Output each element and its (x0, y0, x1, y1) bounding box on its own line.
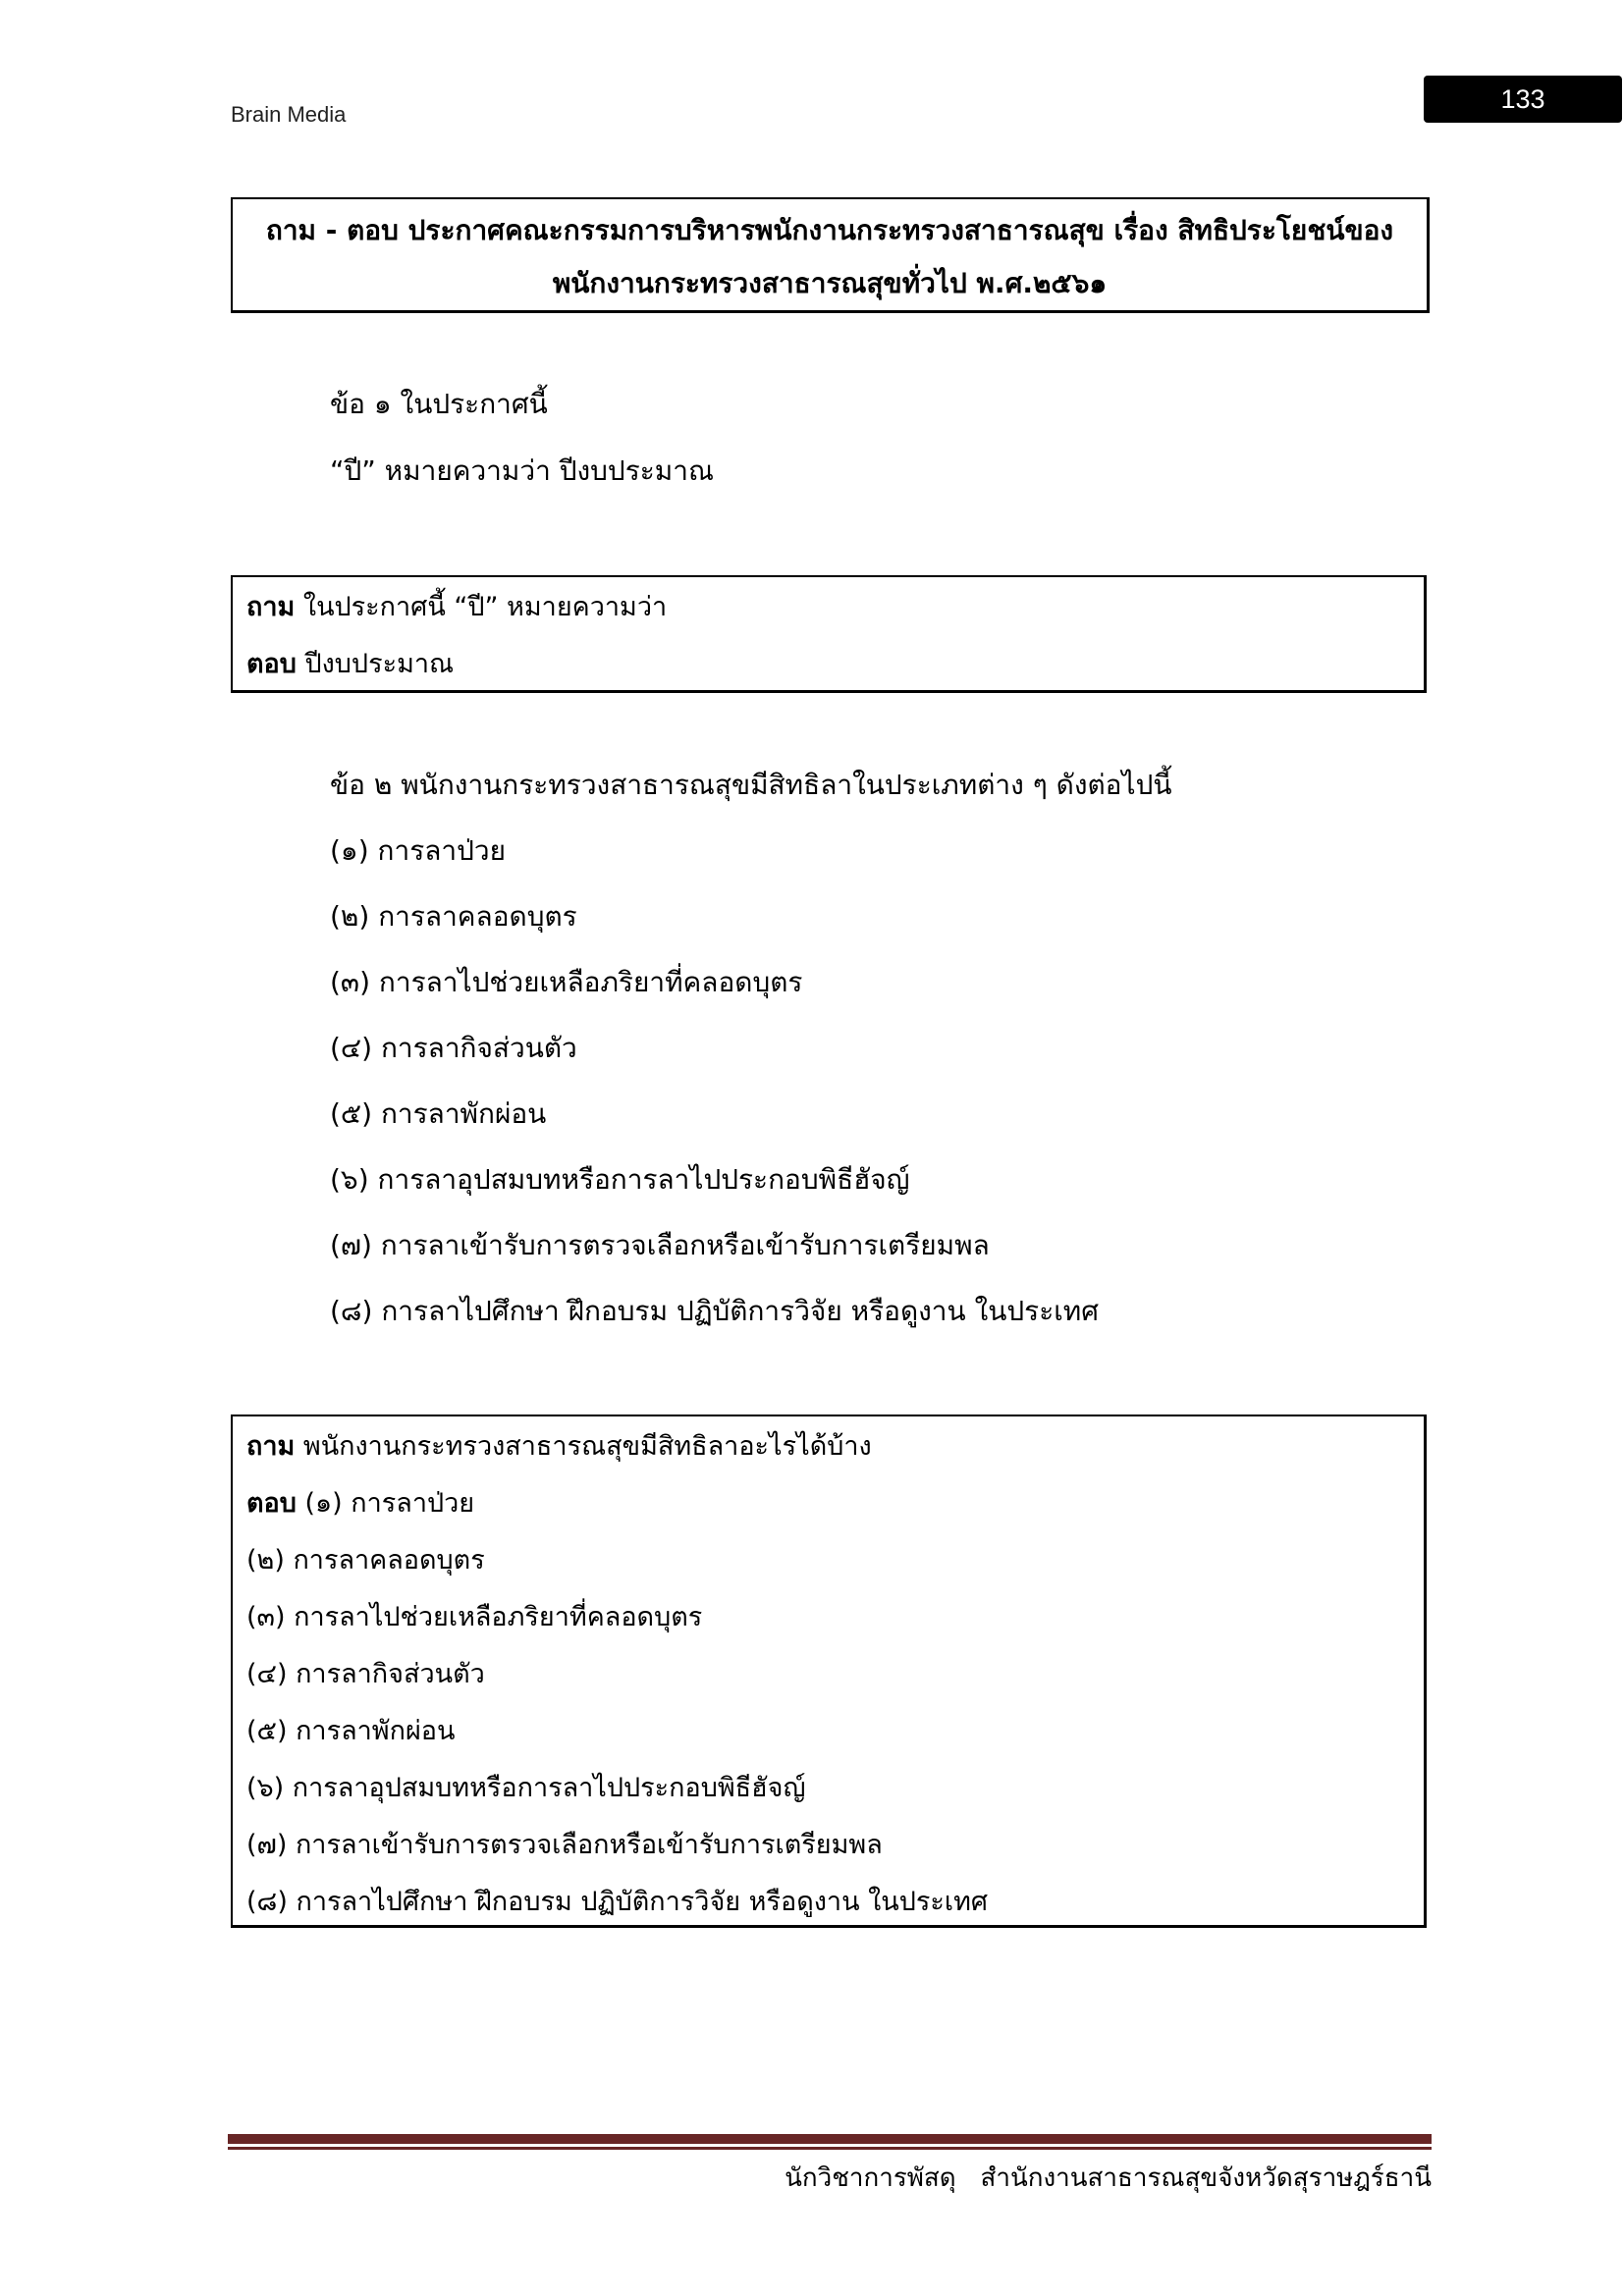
answer-label: ตอบ (246, 649, 297, 679)
list-item: (๒) การลาคลอดบุตร (330, 900, 577, 933)
answer-text: ปีงบประมาณ (296, 649, 455, 679)
question-label: ถาม (246, 1431, 296, 1462)
qa-box-1 (231, 575, 1427, 693)
answer-item: (๗) การลาเข้ารับการตรวจเลือกหรือเข้ารับการเตรียมพล (246, 1830, 883, 1860)
question-line (246, 1424, 872, 1467)
answer-item: (๕) การลาพักผ่อน (246, 1716, 456, 1746)
answer-line (246, 642, 454, 684)
answer-line (246, 1481, 474, 1523)
list-item: (๓) การลาไปช่วยเหลือภริยาที่คลอดบุตร (330, 966, 803, 998)
footer-rule-thin (228, 2147, 1432, 2150)
list-item: (๗) การลาเข้ารับการตรวจเลือกหรือเข้ารับการเตรียมพล (330, 1229, 990, 1261)
clause-2: ข้อ ๒ พนักงานกระทรวงสาธารณสุขมีสิทธิลาในประเภทต่าง ๆ ดังต่อไปนี้ (330, 769, 1172, 801)
page-number: 133 (1424, 76, 1622, 123)
title-line-2: พนักงานกระทรวงสาธารณสุขทั่วไป พ.ศ.๒๕๖๑ (552, 267, 1108, 299)
answer-item: (๖) การลาอุปสมบทหรือการลาไปประกอบพิธีฮัจญ์ (246, 1773, 806, 1803)
list-item: (๑) การลาป่วย (330, 834, 507, 867)
answer-item: (๒) การลาคลอดบุตร (246, 1545, 485, 1575)
list-item: (๕) การลาพักผ่อน (330, 1097, 547, 1130)
title-line-1: ถาม - ตอบ ประกาศคณะกรรมการบริหารพนักงานกระทรวงสาธารณสุข เรื่อง สิทธิประโยชน์ของ (265, 214, 1394, 246)
list-item: (๘) การลาไปศึกษา ฝึกอบรม ปฏิบัติการวิจัย หรือดูงาน ในประเทศ (330, 1295, 1100, 1327)
answer-item: (๓) การลาไปช่วยเหลือภริยาที่คลอดบุตร (246, 1602, 703, 1632)
question-label: ถาม (246, 592, 296, 622)
list-item: (๔) การลากิจส่วนตัว (330, 1032, 577, 1064)
answer-item: (๘) การลาไปศึกษา ฝึกอบรม ปฏิบัติการวิจัย หรือดูงาน ในประเทศ (246, 1887, 989, 1917)
footer-text: นักวิชาการพัสดุ สำนักงานสาธารณสุขจังหวัดสุราษฎร์ธานี (785, 2163, 1432, 2193)
clause-1-definition: “ปี” หมายความว่า ปีงบประมาณ (330, 454, 714, 487)
qa-box-2 (231, 1415, 1427, 1928)
question-text: ในประกาศนี้ “ปี” หมายความว่า (295, 592, 668, 622)
list-item: (๖) การลาอุปสมบทหรือการลาไปประกอบพิธีฮัจญ์ (330, 1163, 910, 1196)
clause-1: ข้อ ๑ ในประกาศนี้ (330, 388, 548, 420)
title-box (231, 197, 1430, 313)
footer-rule-thick (228, 2134, 1432, 2144)
question-text: พนักงานกระทรวงสาธารณสุขมีสิทธิลาอะไรได้บ้าง (295, 1431, 872, 1462)
answer-label: ตอบ (246, 1488, 297, 1519)
answer-text: (๑) การลาป่วย (296, 1488, 475, 1519)
question-line (246, 585, 667, 627)
answer-item: (๔) การลากิจส่วนตัว (246, 1659, 485, 1689)
header-brand: Brain Media (231, 102, 347, 127)
